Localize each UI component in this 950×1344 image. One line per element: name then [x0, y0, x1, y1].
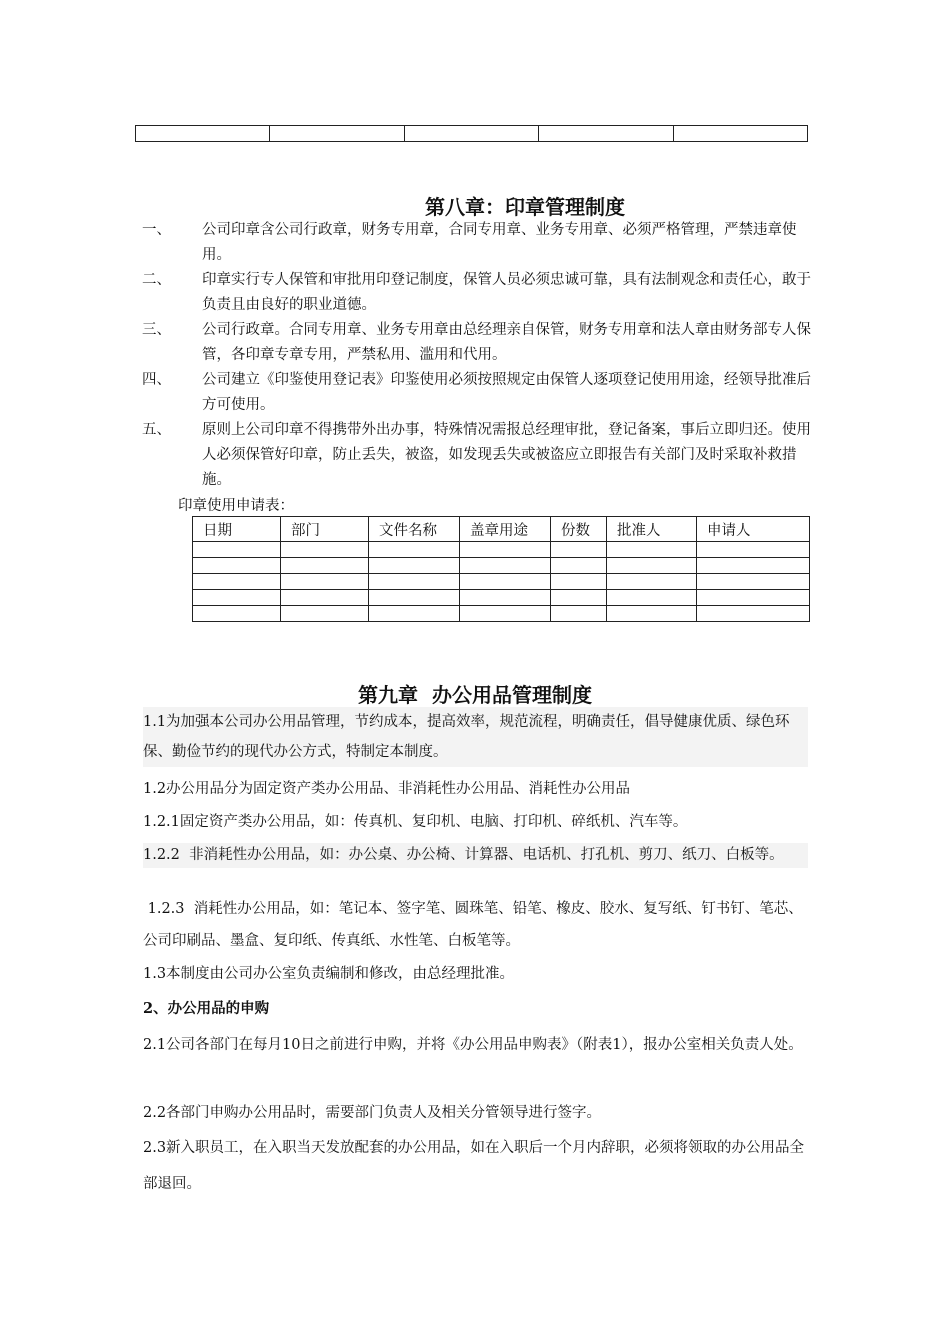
list-item-text: 印章实行专人保管和审批用印登记制度，保管人员必须忠诚可靠，具有法制观念和责任心，敢于负责且由良好的职业道德。: [202, 272, 811, 313]
application-table-label: 印章使用申请表：: [178, 498, 294, 514]
list-item-number: 一、: [142, 222, 171, 238]
table-cell: [369, 542, 460, 558]
paragraph-2-3: 2.3新入职员工，在入职当天发放配套的办公用品，如在入职后一个月内辞职，必须将领取的办公用品全部退回。: [143, 1140, 805, 1192]
table-cell: [697, 558, 810, 574]
table-cell: [281, 574, 369, 590]
table-row: [193, 558, 810, 574]
table-cell: [404, 126, 538, 142]
table-cell: [193, 558, 281, 574]
table-cell: [369, 590, 460, 606]
paragraph-1-2: 1.2办公用品分为固定资产类办公用品、非消耗性办公用品、消耗性办公用品: [143, 781, 631, 797]
table-cell: [193, 542, 281, 558]
table-cell: [460, 542, 551, 558]
table-row: [193, 574, 810, 590]
top-empty-table: [135, 125, 808, 142]
list-item: [142, 218, 814, 268]
list-item-number: 四、: [142, 372, 171, 388]
table-cell: [193, 590, 281, 606]
column-header: 份数: [551, 517, 607, 542]
paragraph-1-1: 1.1为加强本公司办公用品管理，节约成本，提高效率，规范流程，明确责任，倡导健康优质、绿色环保、勤俭节约的现代办公方式，特制定本制度。: [143, 707, 808, 767]
table-header-row: [193, 517, 810, 542]
list-item: [142, 368, 814, 418]
table-cell: [607, 542, 697, 558]
table-cell: [369, 606, 460, 622]
table-cell: [551, 542, 607, 558]
paragraph-2-2: 2.2各部门申购办公用品时，需要部门负责人及相关分管领导进行签字。: [143, 1105, 602, 1121]
paragraph-1-2-1: 1.2.1固定资产类办公用品，如：传真机、复印机、电脑、打印机、碎纸机、汽车等。: [143, 814, 688, 830]
table-cell: [607, 574, 697, 590]
table-cell: [539, 126, 673, 142]
table-cell: [281, 558, 369, 574]
table-cell: [281, 590, 369, 606]
column-header: 部门: [281, 517, 369, 542]
table-cell: [369, 574, 460, 590]
seal-application-table: [192, 516, 810, 622]
chapter9-title-text: 第九章 办公用品管理制度: [358, 683, 592, 707]
table-cell: [460, 606, 551, 622]
column-header: 申请人: [697, 517, 810, 542]
chapter8-list: [142, 218, 814, 493]
list-item: [142, 318, 814, 368]
table-cell: [281, 542, 369, 558]
list-item-number: 三、: [142, 322, 171, 338]
column-header: 批准人: [607, 517, 697, 542]
chapter9-title: [0, 679, 950, 708]
table-cell: [270, 126, 404, 142]
table-row: [136, 126, 808, 142]
table-cell: [697, 542, 810, 558]
table-cell: [369, 558, 460, 574]
table-cell: [193, 574, 281, 590]
table-row: [193, 542, 810, 558]
table-row: [193, 590, 810, 606]
table-cell: [697, 606, 810, 622]
table-cell: [607, 606, 697, 622]
table-cell: [136, 126, 270, 142]
table-cell: [281, 606, 369, 622]
list-item-text: 公司行政章。合同专用章、业务专用章由总经理亲自保管，财务专用章和法人章由财务部专人保管，各印章专章专用，严禁私用、滥用和代用。: [202, 322, 811, 363]
list-item-number: 五、: [142, 422, 171, 438]
column-header: 日期: [193, 517, 281, 542]
table-cell: [551, 590, 607, 606]
list-item-number: 二、: [142, 272, 171, 288]
table-cell: [193, 606, 281, 622]
list-item-text: 公司印章含公司行政章，财务专用章，合同专用章、业务专用章、必须严格管理，严禁违章使用。: [202, 222, 797, 263]
table-cell: [460, 590, 551, 606]
table-row: [193, 606, 810, 622]
table-cell: [607, 590, 697, 606]
column-header: 盖章用途: [460, 517, 551, 542]
table-cell: [673, 126, 807, 142]
section-2-heading: 2、办公用品的申购: [143, 1000, 270, 1017]
chapter8-title: 第八章：印章管理制度: [425, 195, 625, 219]
table-cell: [551, 574, 607, 590]
list-item-text: 原则上公司印章不得携带外出办事，特殊情况需报总经理审批，登记备案，事后立即归还。使用人必须保管好印章，防止丢失，被盗，如发现丢失或被盗应立即报告有关部门及时采取补救措施。: [202, 422, 811, 488]
list-item: [142, 418, 814, 493]
list-item: [142, 268, 814, 318]
table-cell: [697, 574, 810, 590]
list-item-text: 公司建立《印鉴使用登记表》印鉴使用必须按照规定由保管人逐项登记使用用途，经领导批准后方可使用。: [202, 372, 811, 413]
table-cell: [551, 558, 607, 574]
paragraph-1-3: 1.3本制度由公司办公室负责编制和修改，由总经理批准。: [143, 966, 515, 982]
table-cell: [697, 590, 810, 606]
paragraph-1-2-3: 1.2.3 消耗性办公用品，如：笔记本、签字笔、圆珠笔、铅笔、橡皮、胶水、复写纸、钉书钉、笔芯、公司印刷品、墨盒、复印纸、传真纸、水性笔、白板笔等。: [143, 901, 803, 949]
table-cell: [551, 606, 607, 622]
paragraph-2-1: 2.1公司各部门在每月10日之前进行申购，并将《办公用品申购表》（附表1），报办公室相关负责人处。: [143, 1037, 803, 1053]
column-header: 文件名称: [369, 517, 460, 542]
table-cell: [460, 574, 551, 590]
table-cell: [460, 558, 551, 574]
table-cell: [607, 558, 697, 574]
paragraph-1-2-2: 1.2.2 非消耗性办公用品，如：办公桌、办公椅、计算器、电话机、打孔机、剪刀、纸刀、白板等。: [143, 843, 808, 868]
